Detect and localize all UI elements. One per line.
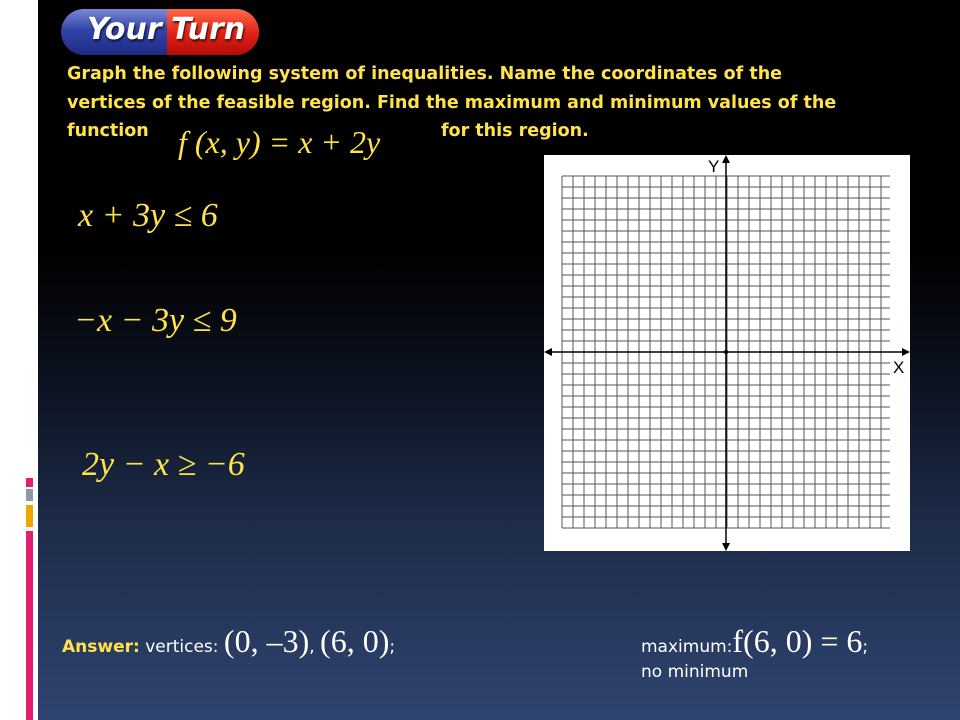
answer-vertices-row — [62, 623, 395, 660]
x-axis-label: X — [893, 358, 905, 377]
inequality-1: x + 3y ≤ 6 — [78, 197, 218, 234]
accent-bar-grey — [26, 489, 33, 501]
instructions-line1: Graph the following system of inequalities. Name the coordinates of the — [67, 64, 783, 84]
vertex-comma: , — [309, 637, 315, 657]
accent-bar-pink — [26, 478, 33, 487]
your-turn-banner — [61, 9, 259, 55]
instructions-line2: vertices of the feasible region. Find the maximum and minimum values of the — [67, 92, 837, 113]
y-axis-label: Y — [708, 157, 720, 176]
vertices-label: vertices: — [145, 637, 219, 657]
maximum-semicolon: ; — [862, 637, 869, 657]
function-expression: f (x, y) = x + 2y — [178, 124, 381, 160]
coordinate-grid — [544, 155, 910, 551]
inequality-3: 2y − x ≥ −6 — [82, 446, 245, 483]
origin-dot — [724, 350, 728, 354]
banner-word-your: Your — [87, 12, 162, 47]
accent-bar-gold — [26, 505, 33, 527]
instructions-line3b: for this region. — [440, 121, 589, 141]
y-axis-top-arrow — [722, 155, 730, 163]
vertex-2: (6, 0) — [320, 623, 390, 659]
answer-maximum-row — [641, 623, 868, 660]
vertices-semicolon: ; — [389, 637, 396, 657]
maximum-expression: f(6, 0) = 6 — [732, 623, 863, 659]
instructions-line3a: function — [67, 121, 149, 141]
coordinate-grid-panel — [544, 155, 910, 551]
x-axis-right-arrow — [902, 348, 910, 356]
answer-minimum: no minimum — [641, 662, 749, 682]
vertex-1: (0, –3) — [223, 623, 310, 659]
accent-bar-magenta — [26, 531, 33, 720]
y-axis-bottom-arrow — [722, 543, 730, 551]
answer-label: Answer: — [62, 637, 140, 657]
maximum-label: maximum: — [641, 637, 733, 657]
inequality-2: −x − 3y ≤ 9 — [74, 302, 237, 339]
banner-word-turn: Turn — [171, 12, 246, 47]
x-axis-left-arrow — [544, 348, 552, 356]
